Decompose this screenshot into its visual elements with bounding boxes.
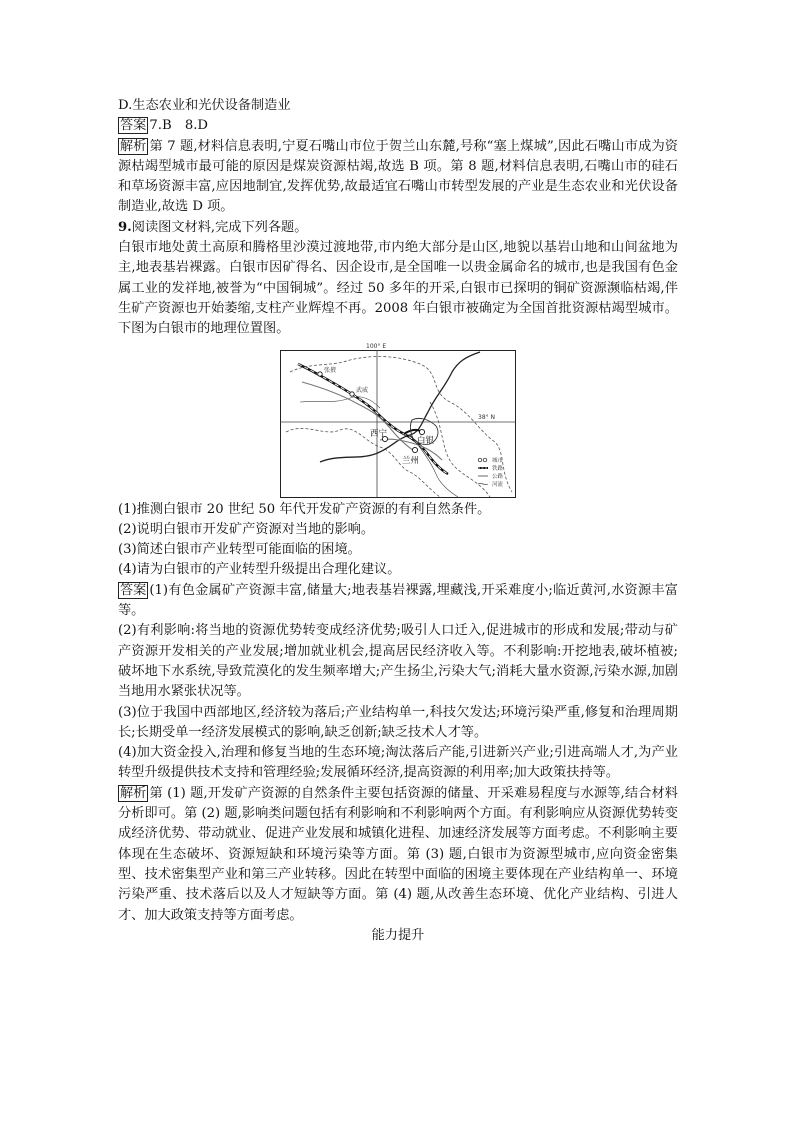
city-baiyin-marker: [419, 429, 424, 434]
analysis-7-8-text: 第 7 题,材料信息表明,宁夏石嘴山市位于贺兰山东麓,号称“塞上煤城”,因此石嘴山市成为资源枯竭型城市最可能的原因是煤炭资源枯竭,故选 B 项。第 8 题,材料信息表明,石嘴山市的硅石和草场资源丰富,应因地制宜,发挥优势,故最适宜石嘴山市转型发展的产业是生态农业和光伏设备制造业,故选 D 项。: [118, 138, 678, 215]
analysis-7-8: [118, 137, 678, 218]
city-lanzhou-label: 兰州: [402, 455, 420, 466]
city-zhangye-marker: [318, 371, 322, 375]
city-zhangye-label: 张掖: [324, 366, 337, 374]
city-lanzhou-marker: [412, 447, 417, 452]
answer-9-2: (2)有利影响:将当地的资源优势转变成经济优势;吸引人口迁入,促进城市的形成和发展;带动与矿产资源开发相关的产业发展;增加就业机会,提高居民经济收入等。不利影响:开挖地表,破坏植被;破坏地下水系统,导致荒漠化的发生频率增大;产生扬尘,污染大气;消耗大量水资源,污染水源,加剧当地用水紧张状况等。: [118, 623, 678, 700]
answer-9-4: (4)加大资金投入,治理和修复当地的生态环境;淘汰落后产能,引进新兴产业;引进高端人才,为产业转型升级提供技术支持和管理经验;发展循环经济,提高资源的利用率;加大政策扶持等。: [118, 745, 678, 781]
legend-city: 城市: [492, 457, 504, 464]
city-baiyin-label: 白银: [417, 435, 435, 446]
city-xining-label: 西宁: [370, 428, 388, 439]
question-9-3: (3)简述白银市产业转型可能面临的困境。: [118, 542, 361, 558]
answer-7-8-text: 7.B 8.D: [149, 118, 208, 134]
city-wuwei-label: 武威: [356, 386, 369, 394]
answer-tag: 答案: [120, 118, 147, 134]
question-9-number: 9.: [118, 219, 132, 235]
analysis-tag: 解析: [120, 138, 147, 154]
city-wuwei-marker: [350, 391, 354, 395]
answer-tag-9: 答案: [120, 582, 147, 598]
question-9-4: (4)请为白银市的产业转型升级提出合理化建议。: [118, 562, 401, 578]
document-page: [118, 96, 678, 946]
section-footer: 能力提升: [371, 927, 425, 943]
question-9-material: 白银市地处黄土高原和腾格里沙漠过渡地带,市内绝大部分是山区,地貌以基岩山地和山间盆地为主,地表基岩裸露。白银市因矿得名、因企设市,是全国唯一以贵金属命名的城市,也是我国有色金属工业的发祥地,被誉为“中国铜城”。经过 50 多年的开采,白银市已探明的铜矿资源濒临枯竭,伴生矿产资源也开始萎缩,支柱产业辉煌不再。2008 年白银市被确定为全国首批资源枯竭型城市。下图为白银市的地理位置图。: [118, 240, 678, 337]
legend-highway: 公路: [492, 473, 504, 480]
legend-railway: 铁路: [492, 465, 504, 472]
answer-9-1-text: (1)有色金属矿产资源丰富,储量大;地表基岩裸露,埋藏浅,开采难度小;临近黄河,水资源丰富等。: [118, 582, 678, 619]
longitude-label: 100° E: [366, 342, 387, 350]
legend-river: 河流: [492, 481, 504, 488]
analysis-tag-9: 解析: [120, 785, 147, 801]
option-d: D.生态农业和光伏设备制造业: [118, 98, 291, 113]
map-figure: [280, 342, 516, 498]
analysis-9: [118, 784, 678, 926]
question-9-2: (2)说明白银市开发矿产资源对当地的影响。: [118, 521, 375, 537]
baiyin-location-map: [280, 342, 516, 498]
analysis-9-text: 第 (1) 题,开发矿产资源的自然条件主要包括资源的储量、开采难易程度与水源等,结合材料分析即可。第 (2) 题,影响类问题包括有利影响和不利影响两个方面。有利影响应从资源优势转变成经济优势、带动就业、促进产业发展和城镇化进程、加速经济发展等方面考虑。不利影响主要体现在生态破坏、资源短缺和环境污染等方面。第 (3) 题,白银市为资源型城市,应向资金密集型、技术密集型产业和第三产业转移。因此在转型中面临的困境主要体现在产业结构单一、环境污染严重、技术落后以及人才短缺等方面。第 (4) 题,从改善生态环境、优化产业结构、引进人才、加大政策支持等方面考虑。: [118, 785, 678, 923]
answer-9-3: (3)位于我国中西部地区,经济较为落后;产业结构单一,科技欠发达;环境污染严重,修复和治理周期长;长期受单一经济发展模式的影响,缺乏创新;缺乏技术人才等。: [118, 704, 678, 740]
answer-9-1: [118, 581, 678, 622]
question-9-title: [118, 218, 678, 238]
latitude-label: 38° N: [478, 413, 496, 421]
question-9-1: (1)推测白银市 20 世纪 50 年代开发矿产资源的有利自然条件。: [118, 501, 491, 517]
answer-7-8: [118, 116, 678, 136]
question-9-instruction: 阅读图文材料,完成下列各题。: [131, 219, 308, 235]
